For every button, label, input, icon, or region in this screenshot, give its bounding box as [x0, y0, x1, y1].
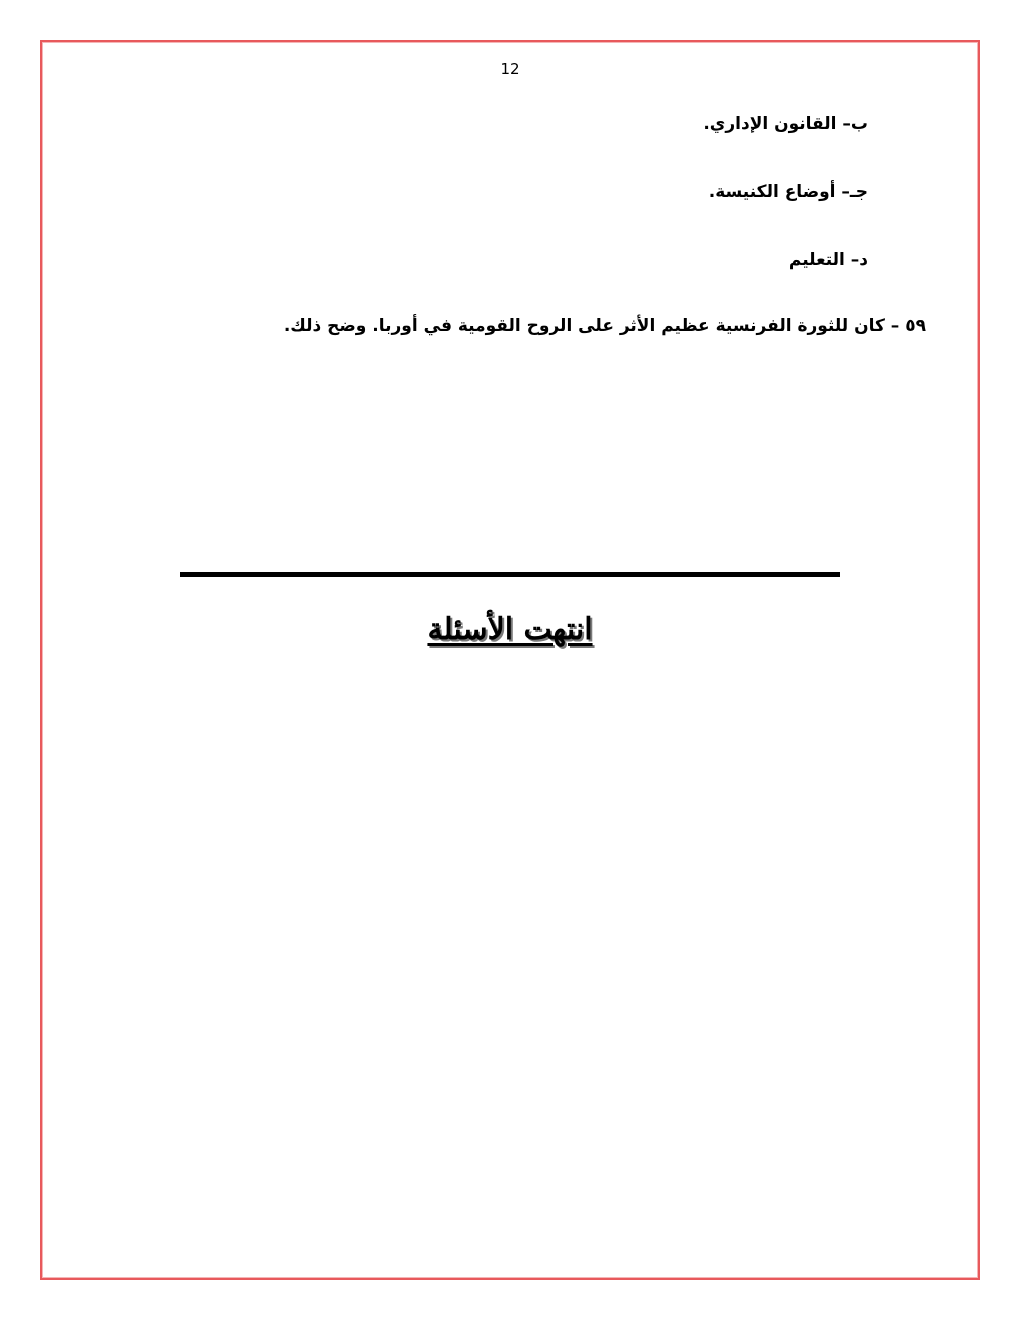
option-b: ب– القانون الإداري. [703, 114, 868, 134]
end-of-questions-title: انتهت الأسئلة [427, 612, 593, 647]
question-59: ٥٩ – كان للثورة الفرنسية عظيم الأثر على الروح القومية في أوربا. وضح ذلك. [283, 316, 926, 336]
page-border [40, 40, 980, 1280]
divider-line [180, 572, 840, 577]
option-d: د– التعليم [788, 250, 868, 270]
page-number: 12 [500, 60, 520, 78]
option-j: جـ– أوضاع الكنيسة. [708, 182, 868, 202]
